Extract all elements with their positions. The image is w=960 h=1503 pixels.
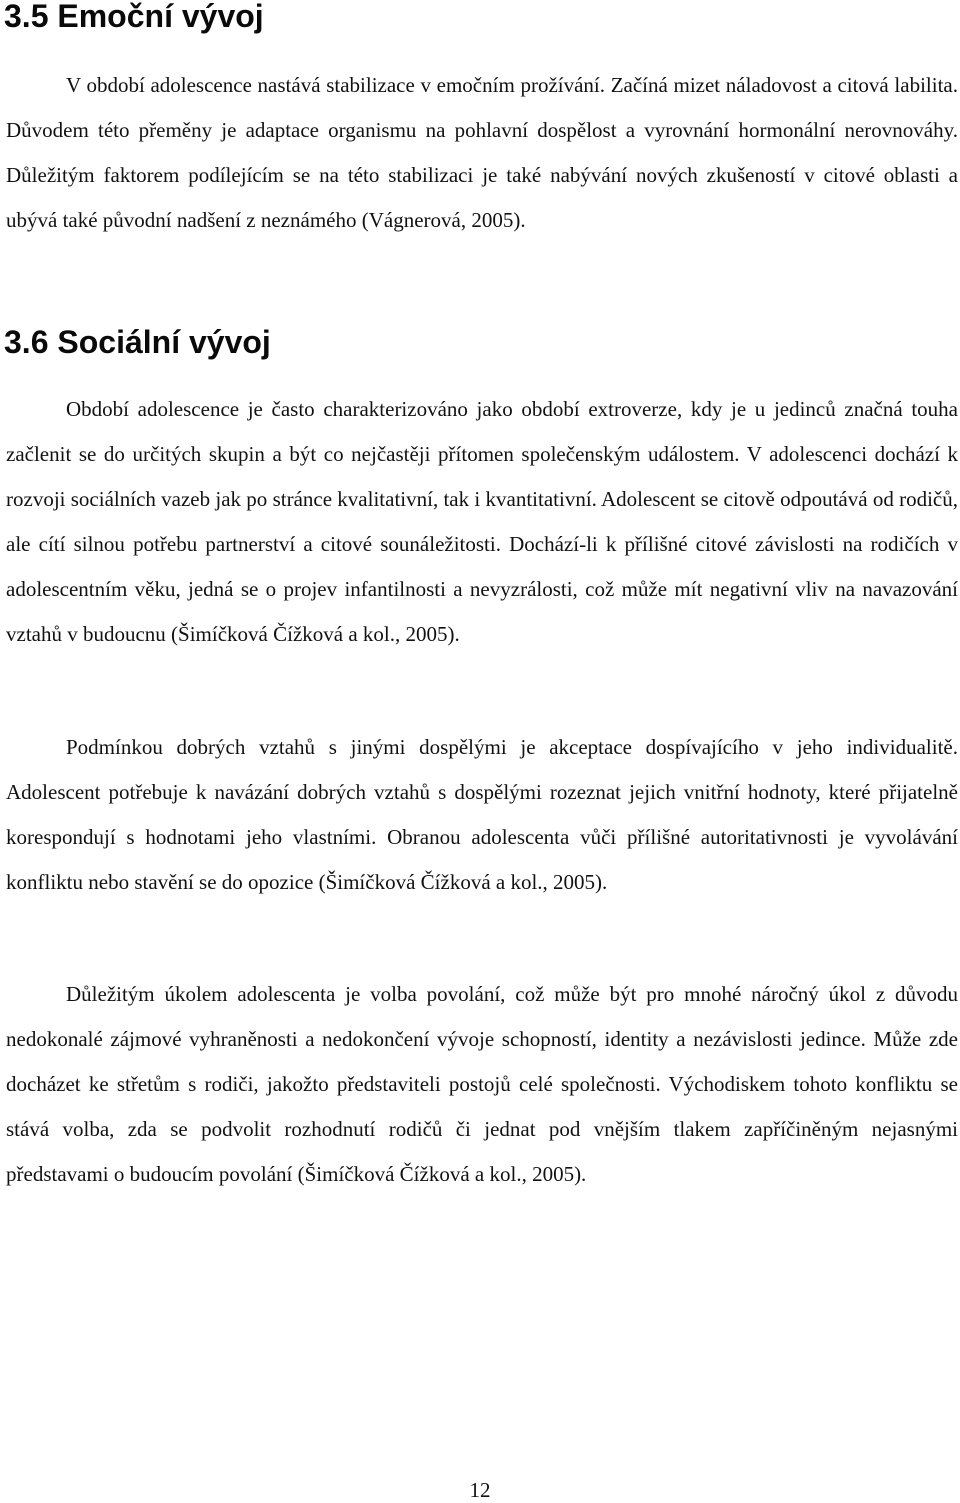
paragraph-relationships-with-adults: Podmínkou dobrých vztahů s jinými dospělými je akceptace dospívajícího v jeho individualitě. Adolescent potřebuje k navázání dobrých vztahů s dospělými rozeznat jejich vnitřní hodnoty, které přijatelně korespondují s hodnotami jeho vlastními. Obranou adolescenta vůči přílišné autoritativnosti je vyvolávání konfliktu nebo stavění se do opozice (Šimíčková Čížková a kol., 2005). — [6, 735, 958, 894]
paragraph-social-extroversion: Období adolescence je často charakterizováno jako období extroverze, kdy je u jedinců značná touha začlenit se do určitých skupin a být co nejčastěji přítomen společenským událostem. V adolescenci dochází k rozvoji sociálních vazeb jak po stránce kvalitativní, tak i kvantitativní. Adolescent se citově odpoutává od rodičů, ale cítí silnou potřebu partnerství a citové sounáležitosti. Dochází-li k přílišné citové závislosti na rodičích v adolescentním věku, jedná se o projev infantilnosti a nevyzrálosti, což může mít negativní vliv na navazování vztahů v budoucnu (Šimíčková Čížková a kol., 2005). — [6, 397, 958, 646]
page-number: 12 — [469, 1478, 491, 1502]
section-heading-emotional-development: 3.5 Emoční vývoj — [4, 0, 264, 34]
paragraph-career-choice: Důležitým úkolem adolescenta je volba povolání, což může být pro mnohé náročný úkol z důvodu nedokonalé zájmové vyhraněnosti a nedokončení vývoje schopností, identity a nezávislosti jedince. Může zde docházet ke střetům s rodiči, jakožto představiteli postojů celé společnosti. Východiskem tohoto konfliktu se stává volba, zda se podvolit rozhodnutí rodičů či jednat pod vnějším tlakem zapříčiněným nejasnými představami o budoucím povolání (Šimíčková Čížková a kol., 2005). — [6, 982, 958, 1186]
paragraph-emotional-development: V období adolescence nastává stabilizace v emočním prožívání. Začíná mizet náladovost a citová labilita. Důvodem této přeměny je adaptace organismu na pohlavní dospělost a vyrovnání hormonální nerovnováhy. Důležitým faktorem podílejícím se na této stabilizaci je také nabývání nových zkušeností v citové oblasti a ubývá také původní nadšení z neznámého (Vágnerová, 2005). — [6, 73, 958, 232]
section-heading-social-development: 3.6 Sociální vývoj — [4, 324, 271, 360]
